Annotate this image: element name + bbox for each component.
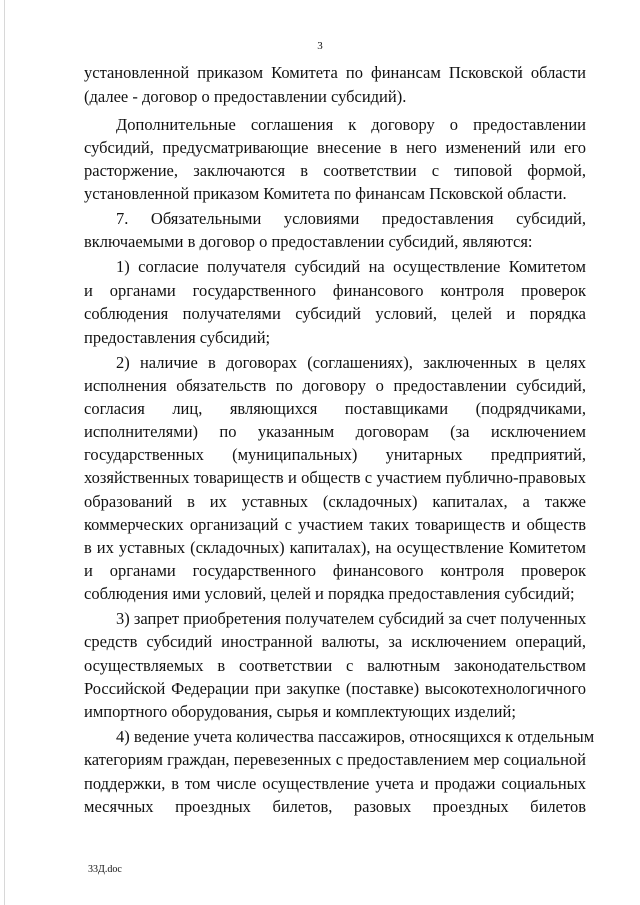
text-line: (далее - договор о предоставлении субсидий). [84,87,407,106]
text-line: расторжение, заключаются в соответствии с типовой формой, [84,161,586,180]
text-line: включаемыми в договор о предоставлении субсидий, являются: [84,232,533,251]
text-line: субсидий, предусматривающие внесение в него изменений или его [84,138,586,157]
text-line: согласия лиц, являющихся поставщиками (подрядчиками, [84,399,586,418]
page-number: 3 [317,40,323,52]
text-line: соблюдения ими условий, целей и порядка предоставления субсидий; [84,584,575,603]
text-line: месячных проездных билетов, разовых проездных билетов [84,797,586,816]
text-line: 7. Обязательными условиями предоставления субсидий, [116,209,586,228]
text-line: Дополнительные соглашения к договору о предоставлении [116,115,586,134]
text-line: осуществляемых в соответствии с валютным законодательством [84,656,586,675]
text-line: поддержки, в том числе осуществление учета и продажи социальных [84,774,586,793]
text-line: импортного оборудования, сырья и комплектующих изделий; [84,702,516,721]
text-line: категориям граждан, перевезенных с предоставлением мер социальной [84,750,586,769]
scan-edge-mark [4,0,5,905]
text-line: 2) наличие в договорах (соглашениях), заключенных в целях [116,353,586,372]
text-line: 1) согласие получателя субсидий на осуществление Комитетом [116,257,586,276]
text-line: коммерческих организаций с участием таких товариществ и обществ [84,515,586,534]
text-line: образований в их уставных (складочных) капиталах, а также [84,492,586,511]
text-line: государственных (муниципальных) унитарных предприятий, [84,445,586,464]
text-line: установленной приказом Комитета по финансам Псковской области [84,63,586,82]
text-line: предоставления субсидий; [84,328,271,347]
text-line: исполнения обязательств по договору о предоставлении субсидий, [84,376,586,395]
text-line: соблюдения получателями субсидий условий, целей и порядка [84,304,586,323]
text-line: Российской Федерации при закупке (поставке) высокотехнологичного [84,679,586,698]
text-line: 3) запрет приобретения получателем субсидий за счет полученных [116,609,587,628]
footer-filename: 33Д.doc [88,864,122,875]
text-line: исполнителями) по указанным договорам (за исключением [84,422,586,441]
text-line: средств субсидий иностранной валюты, за исключением операций, [84,632,586,651]
text-line: в их уставных (складочных) капиталах), на осуществление Комитетом [84,538,586,557]
text-line: установленной приказом Комитета по финансам Псковской области. [84,184,567,203]
text-line: 4) ведение учета количества пассажиров, относящихся к отдельным [116,727,595,746]
text-line: хозяйственных товариществ и обществ с участием публично-правовых [84,468,586,487]
text-line: и органами государственного финансового контроля проверок [84,561,586,580]
text-line: и органами государственного финансового контроля проверок [84,281,586,300]
